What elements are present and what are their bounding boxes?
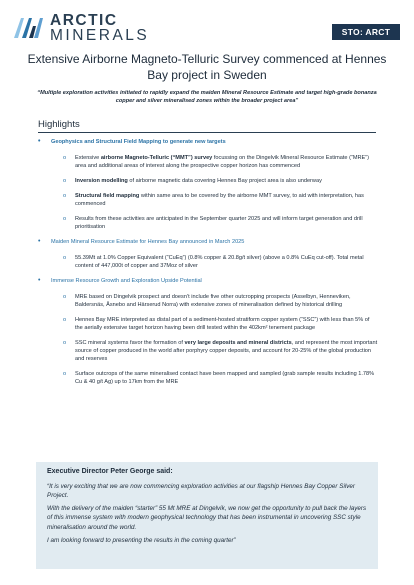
sub-bullet-field-mapping: o Structural field mapping within same area to be covered by the airborne MMT survey, to aid with interpretation, has commenced: [38, 192, 378, 208]
highlights-content: [38, 138, 378, 393]
bullet-geophysics: • Geophysics and Structural Field Mapping to generate new targets: [38, 138, 378, 146]
sub-bullet-inversion-modelling: o Inversion modelling of airborne magnetic data covering Hennes Bay project area is also underway: [38, 177, 378, 185]
brand-line-2: MINERALS: [50, 27, 150, 44]
arctic-minerals-logo: [14, 14, 44, 38]
bullet-resource-growth: • Immense Resource Growth and Exploration Upside Potential: [38, 277, 378, 285]
sub-bullet-mre-figures: o 55.39Mt at 1.0% Copper Equivalent (“CuEq”) (0.8% copper & 20.8g/t silver) (above a 0.8% CuEq cut-off). Total metal content of 447,000t of copper and 37Moz of silver: [38, 254, 378, 270]
brand-line-1: ARCTIC: [50, 12, 118, 29]
page-title: Extensive Airborne Magneto-Telluric Survey commenced at Hennes Bay project in Sweden: [27, 52, 387, 82]
highlights-divider: [38, 132, 376, 133]
sub-bullet-results-timing: o Results from these activities are anticipated in the September quarter 2025 and will inform target generation and drill prioritisation: [38, 215, 378, 231]
sub-bullet-ssc-deposits: o SSC mineral systems favor the formation of very large deposits and mineral districts, and represent the most important source of copper produced in the world after porphyry copper deposits, and account for 20-25% of the global production and reserves: [38, 339, 378, 363]
quote-paragraph-2: With the delivery of the maiden “starter” 55 Mt MRE at Dingelvik, we now get the opportunity to pull back the layers of this immense system with modern geophysical technology that has been instrumental in uncovering SSC style mineralisation around the world.: [47, 505, 367, 531]
executive-quote-box: [36, 462, 378, 569]
brand-name: [50, 13, 149, 44]
highlights-heading: Highlights: [38, 119, 80, 130]
sub-bullet-surface-outcrops: o Surface outcrops of the same mineralised contact have been mapped and sampled (grab sample results including 1.78% Cu & 40 g/t Ag) up to 17km from the MRE: [38, 370, 378, 386]
quote-paragraph-3: I am looking forward to presenting the results in the coming quarter”: [47, 537, 236, 544]
sub-bullet-ssc-system: o Hennes Bay MRE interpreted as distal part of a sediment-hosted stratiform copper system (“SSC”) with less than 5% of the aerially extensive target horizon having been drill tested within the 402km² tenement package: [38, 316, 378, 332]
page-subtitle: “Multiple exploration activities initiated to rapidly expand the maiden Mineral Resource Estimate and target high-grade bonanza copper and silver mineralised zones within the broader project area”: [37, 90, 377, 104]
bullet-maiden-mre: • Maiden Mineral Resource Estimate for Hennes Bay announced in March 2025: [38, 238, 378, 246]
quote-heading: Executive Director Peter George said:: [47, 468, 173, 475]
ticker-badge: STO: ARCT: [332, 24, 400, 40]
page-header: [0, 0, 414, 48]
sub-bullet-other-prospects: o MRE based on Dingelvik prospect and doesn’t include five other outcropping prospects (Asselbyn, Henneviken, Baldersnäs, Åsnebo and Härserud Norra) with extensive zones of mineralisation defined by historical drilling: [38, 293, 378, 309]
sub-bullet-mmt-survey: o Extensive airborne Magneto-Telluric (“MMT”) survey focussing on the Dingelvik Mineral Resource Estimate (“MRE”) area and additional areas of interest along the prospective copper horizon has commenced: [38, 154, 378, 170]
quote-paragraph-1: “It is very exciting that we are now commencing exploration activities at our flagship Hennes Bay Copper Silver Project.: [47, 483, 355, 500]
